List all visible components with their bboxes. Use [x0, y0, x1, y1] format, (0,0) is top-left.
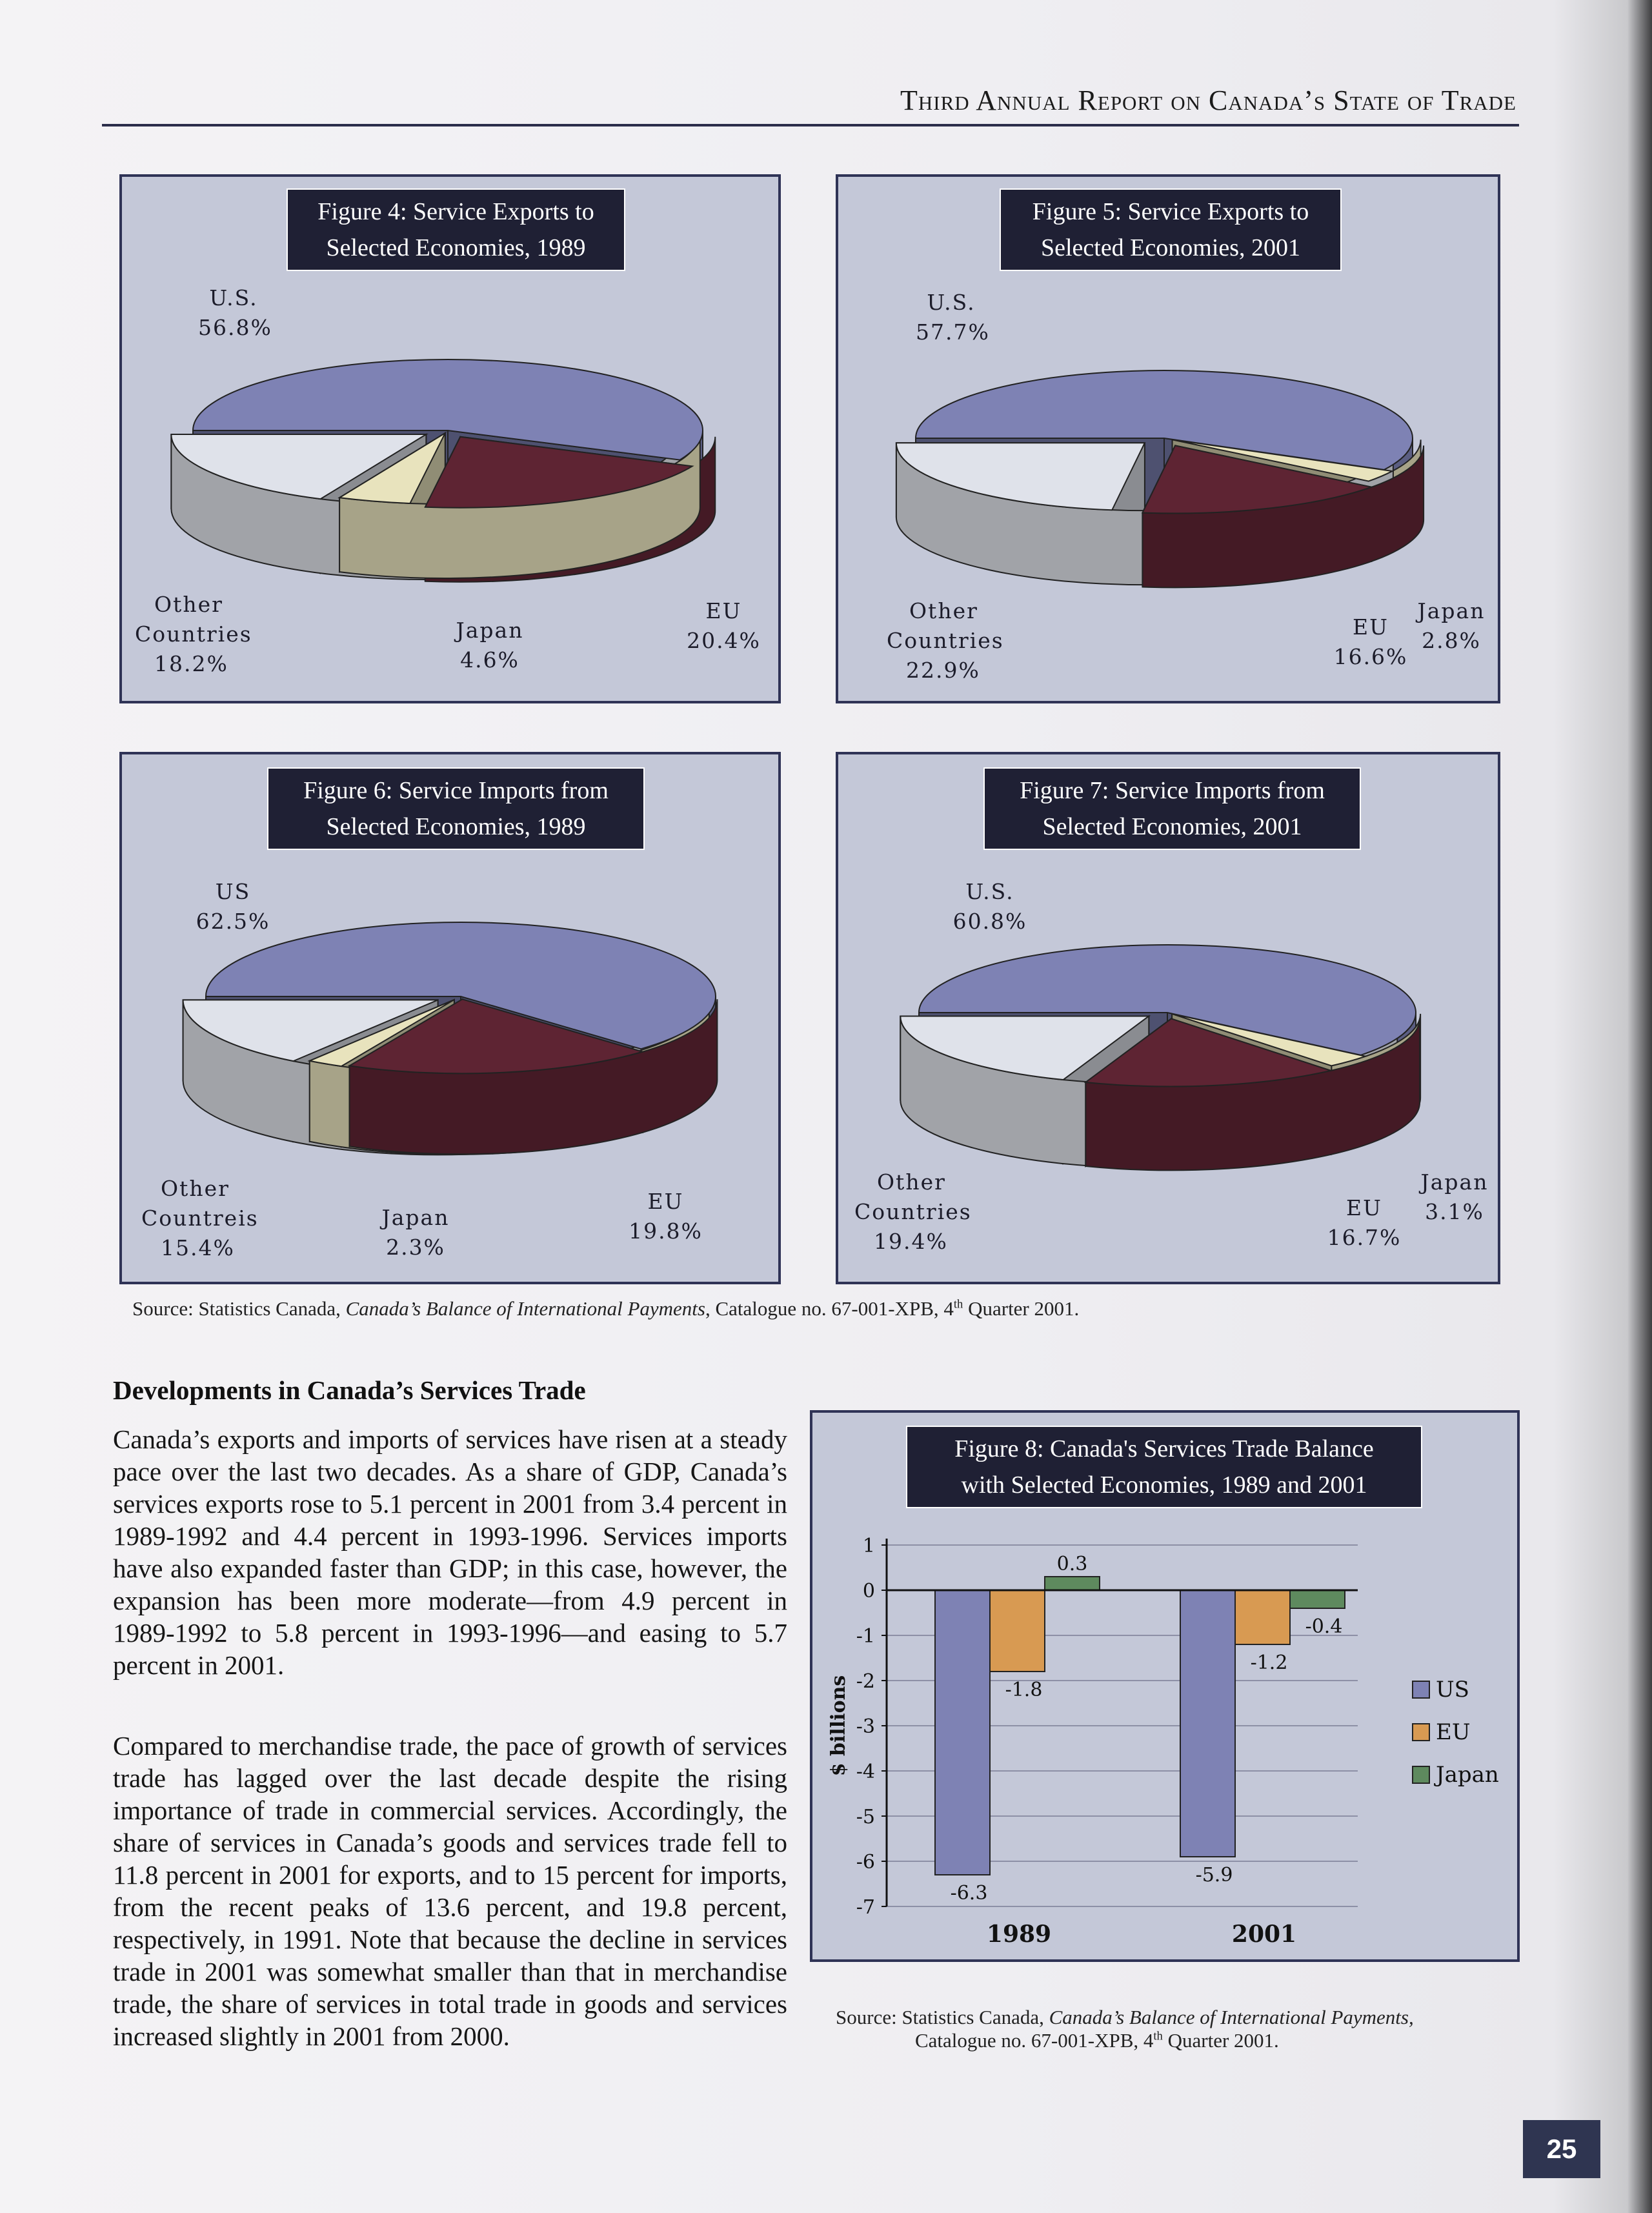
bar-value-label: 0.3 [1056, 1553, 1088, 1575]
legend-swatch-japan [1413, 1766, 1429, 1783]
pie-label-us: U.S. 60.8% [952, 879, 1027, 934]
figure-6-panel [119, 752, 781, 1284]
pie-label-other: Other Countreis 15.4% [141, 1176, 259, 1260]
y-tick-label: -6 [856, 1851, 875, 1874]
pie-label-japan: Japan 2.8% [1417, 598, 1486, 653]
figure-8-source: Source: Statistics Canada, Canada’s Balance of International Payments, Catalogue no. 67-001-XPB, 4th Quarter 2001. [836, 2006, 1414, 2052]
section-heading: Developments in Canada’s Services Trade [113, 1375, 586, 1405]
y-tick-label: -1 [856, 1625, 875, 1648]
legend-swatch-eu [1413, 1724, 1429, 1741]
y-tick-label: -7 [856, 1896, 875, 1919]
pie-label-other: Other Countries 19.4% [854, 1169, 972, 1254]
figure-4-panel [119, 174, 781, 703]
figure-8-panel [810, 1410, 1520, 1962]
pie-label-us: U.S. 56.8% [198, 285, 272, 340]
bar-japan-1989 [1045, 1577, 1100, 1590]
bar-value-label: -1.2 [1250, 1652, 1288, 1674]
bar-eu-2001 [1235, 1590, 1290, 1644]
figure-6-title: Figure 6: Service Imports from Selected Economies, 1989 [267, 767, 645, 850]
legend-label: US [1436, 1677, 1469, 1703]
bar-us-1989 [935, 1590, 990, 1875]
bar-value-label: -6.3 [950, 1882, 988, 1905]
y-axis-label: $ billions [827, 1675, 850, 1777]
figure-7-panel [836, 752, 1500, 1284]
pie-label-eu: EU 16.7% [1327, 1195, 1402, 1250]
paragraph-1: Canada’s exports and imports of services have risen at a steady pace over the last two decades. As a share of GDP, Canada’s services exports rose to 5.1 percent in 2001 from 3.4 percent in 1989-1992 and 4.4 percent in 1993-1996. Services imports have also expanded faster than GDP; in this case, however, the expansion has been more moderate—from 4.9 percent in 1989‑1992 to 5.8 percent in 1993‑1996—and easing to 5.7 percent in 2001. [113, 1424, 787, 1680]
figure-8-title: Figure 8: Canada's Services Trade Balance with Selected Economies, 1989 and 2001 [906, 1426, 1422, 1508]
legend-label: EU [1436, 1719, 1471, 1745]
paragraph-2: Compared to merchandise trade, the pace of growth of services trade has lagged over the last decade despite the rising importance of trade in commercial services. Accordingly, the share of services in Canada’s goods and services trade fell to 11.8 percent in 2001 for exports, and to 15 percent for imports, from the recent peaks of 13.6 percent, and 19.8 percent, respectively, in 1991. Note that because the decline in services trade in 2001 was somewhat smaller than that in merchandise trade, the share of services in total trade in goods and services increased slightly in 2001 from 2000. [113, 1731, 787, 2051]
pie-label-eu: EU 19.8% [629, 1189, 703, 1244]
pie-label-other: Other Countries 18.2% [135, 592, 252, 676]
figure-4-title: Figure 4: Service Exports to Selected Economies, 1989 [287, 188, 625, 271]
figure-7-title: Figure 7: Service Imports from Selected Economies, 2001 [983, 767, 1361, 850]
bar-value-label: -1.8 [1005, 1679, 1043, 1701]
bar-us-2001 [1180, 1590, 1235, 1857]
legend-swatch-us [1413, 1681, 1429, 1698]
bar-value-label: -0.4 [1305, 1615, 1343, 1638]
y-tick-label: -5 [856, 1806, 875, 1828]
y-tick-label: -4 [856, 1761, 875, 1783]
pie-figures-source: Source: Statistics Canada, Canada’s Balance of International Payments, Catalogue no. 67-001-XPB, 4th Quarter 2001. [132, 1297, 1080, 1320]
bar-japan-2001 [1290, 1590, 1345, 1608]
pie-label-japan: Japan 3.1% [1420, 1169, 1489, 1224]
y-tick-label: 0 [862, 1580, 875, 1602]
figure-5-title: Figure 5: Service Exports to Selected Economies, 2001 [1000, 188, 1342, 271]
running-header: Third Annual Report on Canada’s State of Trade [900, 85, 1516, 116]
header-rule [102, 124, 1519, 126]
figure-8-bar-chart [812, 1413, 1517, 1959]
x-category-label: 1989 [986, 1921, 1052, 1948]
pie-label-eu: EU 16.6% [1333, 614, 1408, 669]
pie-label-japan: Japan 2.3% [381, 1205, 450, 1260]
pie-label-us: US 62.5% [196, 879, 270, 934]
y-tick-label: -3 [856, 1715, 875, 1738]
bar-eu-1989 [990, 1590, 1045, 1672]
pie-label-eu: EU 20.4% [687, 598, 761, 653]
figure-5-panel [836, 174, 1500, 703]
pie-label-us: U.S. 57.7% [916, 290, 990, 345]
y-tick-label: -2 [856, 1670, 875, 1693]
bar-value-label: -5.9 [1195, 1864, 1233, 1886]
pie-label-japan: Japan 4.6% [456, 618, 524, 672]
legend-label: Japan [1436, 1762, 1499, 1788]
pie-label-other: Other Countries 22.9% [887, 598, 1004, 683]
y-tick-label: 1 [862, 1535, 875, 1557]
page-number: 25 [1523, 2120, 1600, 2178]
x-category-label: 2001 [1231, 1921, 1297, 1948]
